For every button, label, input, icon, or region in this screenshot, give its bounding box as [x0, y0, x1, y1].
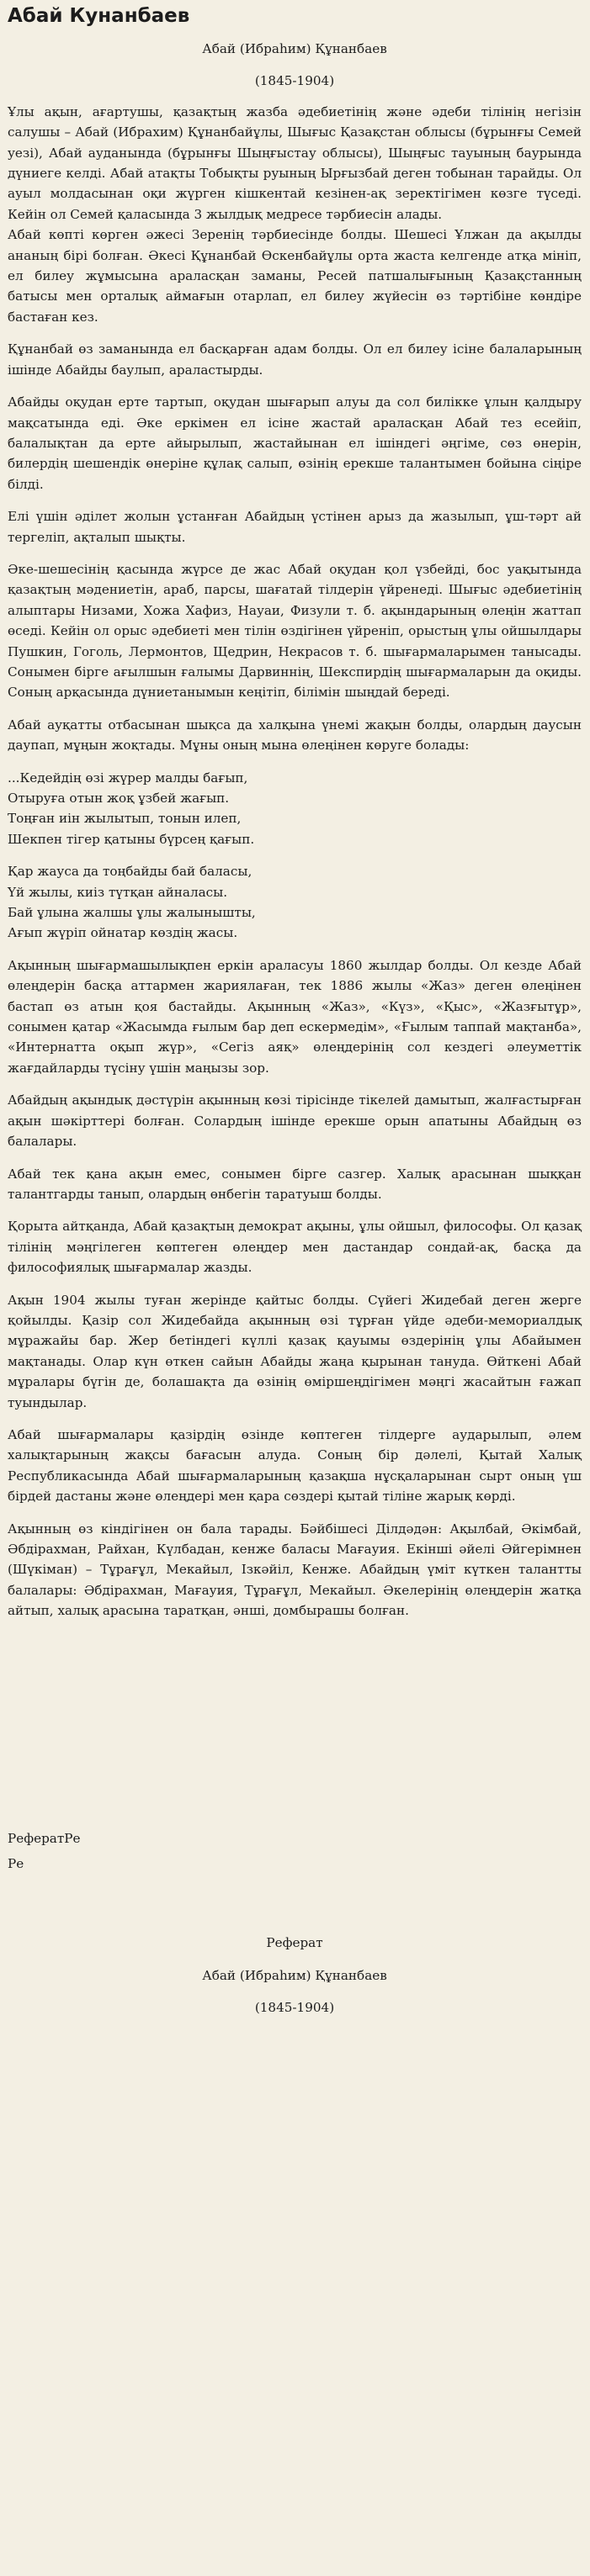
paragraph: Абайдың ақындық дәстүрін ақынның көзі тірісінде тікелей дамытып, жалғастырған ақын шәкірттері болған. Солардың ішінде ерекше орын апатыны Абайдың өз балалары.: [8, 1092, 582, 1150]
verse-line: ...Кедейдің өзі жүрер малды бағып,: [8, 770, 248, 785]
paragraph: Абай тек қана ақын емес, сонымен бірге сазгер. Халық арасынан шыққан талантгарды танып, олардың өнбегін таратуыш болды.: [8, 1166, 582, 1202]
end-years: (1845-1904): [254, 2000, 335, 2016]
end-label: Реферат: [266, 1935, 323, 1951]
paragraph: Құнанбай өз заманында ел басқарған адам болды. Ол ел билеу ісіне балаларының ішінде Абайды баулып, араластырды.: [8, 341, 582, 378]
verse-line: Шекпен тігер қатыны бүрсең қағып.: [8, 831, 255, 847]
paragraph: Ұлы ақын, ағартушы, қазақтың жазба әдебиетінің және әдеби тілінің негізін салушы – Абай (Ибрахим) Құнанбайұлы, Шығыс Қазақстан облысы (бұрынғы Семей уезі), Абай ауданында (бұрынғы Шыңғыстау облысы), Шыңғыс тауының баурында дүниеге келді. Абай атақты Тобықты руының Ырғызбай деген тобынан тарайды. Ол ауыл молдасынан оқи жүрген кішкентай кезінен-ақ зеректігімен көзге түседі. Кейін ол Семей қаласында 3 жылдық медресе тәрбиесін алады.: [8, 103, 582, 222]
paragraph: Абай ауқатты отбасынан шықса да халқына үнемі жақын болды, олардың даусын даупап, мұңын жоқтады. Мұны оның мына өлеңінен көруге болады:: [8, 717, 582, 754]
verse-stanza: [8, 861, 582, 944]
paragraph: Қорыта айтқанда, Абай қазақтың демократ ақыны, ұлы ойшыл, философы. Ол қазақ тілінің мәңгілеген көптеген өлеңдер мен дастандар сондай-ақ, басқа да философиялық шығармалар жазды.: [8, 1219, 582, 1276]
title-block: [8, 1933, 582, 2018]
verse-stanza: [8, 768, 582, 850]
verse-line: Ағып жүріп ойнатар көздің жасы.: [8, 925, 238, 941]
footer-text: Ре: [8, 1856, 24, 1872]
footer-text: РефератРе: [8, 1830, 81, 1846]
verse-line: Үй жылы, киіз түтқан айналасы.: [8, 884, 228, 900]
paragraph: Ақынның өз кіндігінен он бала тарады. Бәйбішесі Ділдәдән: Ақылбай, Әкімбай, Әбдірахман, Райхан, Күлбадан, кенже баласы Мағауия. Екінші әйелі Әйгерімнен (Шүкіман) – Тұрағұл, Мекайыл, Ізкәйіл, Кенже. Абайдың үміт күткен талантты балалары: Әбдірахман, Мағауия, Тұрағұл, Мекайыл. Әкелерінің өлеңдерін жатқа айтып, халық арасына таратқан, әнші, домбырашы болған.: [8, 1521, 582, 1619]
document-years: (1845-1904): [254, 73, 335, 89]
end-subtitle: Абай (Ибраһим) Құнанбаев: [202, 1967, 387, 1983]
paragraph: Ақын 1904 жылы туған жерінде қайтыс болды. Сүйегі Жидебай деген жерге қойылды. Қазір сол Жидебайда ақынның өзі тұрған үйде әдеби-мемориалдық мұражайы бар. Жер бетіндегі күллі қазақ қауымы өздерінің ұлы Абайымен мақтанады. Олар күн өткен сайын Абайды жаңа қырынан тануда. Өйткені Абай мұралары бүгін де, болашақта да өзінің өміршеңдігімен мәңгі жасайтын ғажап туындылар.: [8, 1292, 582, 1410]
paragraph: Абай шығармалары қазірдің өзінде көптеген тілдерге аударылып, әлем халықтарының жақсы бағасын алуда. Соның бір дәлелі, Қытай Халық Республикасында Абай шығармаларының қазақша нұсқаларынан сырт оның үш бірдей дастаны және өлеңдері мен қара сөздері қытай тіліне жарық көрді.: [8, 1426, 582, 1505]
paragraph: Абай көпті көрген әжесі Зеренің тәрбиесінде болды. Шешесі Ұлжан да ақылды ананың бірі болған. Әкесі Құнанбай Өскенбайұлы орта жаста келгенде атқа мініп, ел билеу жұмысына араласқан заманы, Ресей патшалығының Қазақстанның батысы мен орталық аймағын отарлап, ел билеу жүйесін өз тәртібіне көндіре бастаған кез.: [8, 227, 582, 325]
paragraph: Елі үшін әділет жолын ұстанған Абайдың үстінен арыз да жазылып, ұш-тәрт ай тергеліп, ақталып шықты.: [8, 509, 582, 545]
paragraph: Әке-шешесінің қасында жүрсе де жас Абай оқудан қол үзбейді, бос уақытында қазақтың мәдениетін, араб, парсы, шағатай тілдерін үйренеді. Шығыс әдебиетінің алыптары Низами, Хожа Хафиз, Науаи, Физули т. б. ақындарының өлеңін жаттап өседі. Кейін ол орыс әдебиеті мен тілін өздігінен үйреніп, орыстың ұлы ойшылдары Пушкин, Гоголь, Лермонтов, Щедрин, Некрасов т. б. шығармаларымен танысады. Сонымен бірге ағылшын ғалымы Дарвиннің, Шекспирдің шығармаларын да оқиды. Соның арқасында дүниетанымын кеңітіп, білімін шыңдай береді.: [8, 561, 582, 701]
page-title: Абай Кунанбаев: [8, 5, 190, 27]
verse-line: Бай ұлына жалшы ұлы жалынышты,: [8, 905, 256, 921]
paragraph: Ақынның шығармашылықпен еркін араласуы 1860 жылдар болды. Ол кезде Абай өлеңдерін басқа аттармен жариялаған, тек 1886 жылы «Жаз» деген өлеңінен бастап өз атын қоя бастайды. Ақынның «Жаз», «Күз», «Қыс», «Жазғытұр», сонымен қатар «Жасымда ғылым бар деп ескермедім», «Ғылым таппай мақтанба», «Интернатта оқып жүр», «Сегіз аяқ» өлеңдерінің сол кездегі әлеуметтік жағдайларды түсіну үшін маңызы зор.: [8, 957, 582, 1076]
verse-line: Қар жауса да тоңбайды бай баласы,: [8, 864, 252, 880]
paragraph: Абайды оқудан ерте тартып, оқудан шығарып алуы да сол билікке ұлын қалдыру мақсатында еді. Әке еркімен ел ісіне жастай араласқан Абай тез есейіп, балалықтан да ерте айырылып, жастайынан ел ішіндегі әңгіме, сөз өнерін, билердің шешендік өнеріне құлақ салып, өзінің ерекше талантымен бойына сіңіре білді.: [8, 394, 582, 492]
document-subtitle: Абай (Ибраһим) Құнанбаев: [202, 41, 387, 56]
verse-line: Отыруға отын жоқ ұзбей жағып.: [8, 791, 230, 806]
verse-line: Тоңған иін жылытып, тонын илеп,: [8, 811, 242, 827]
blank-space: [8, 1633, 582, 1828]
